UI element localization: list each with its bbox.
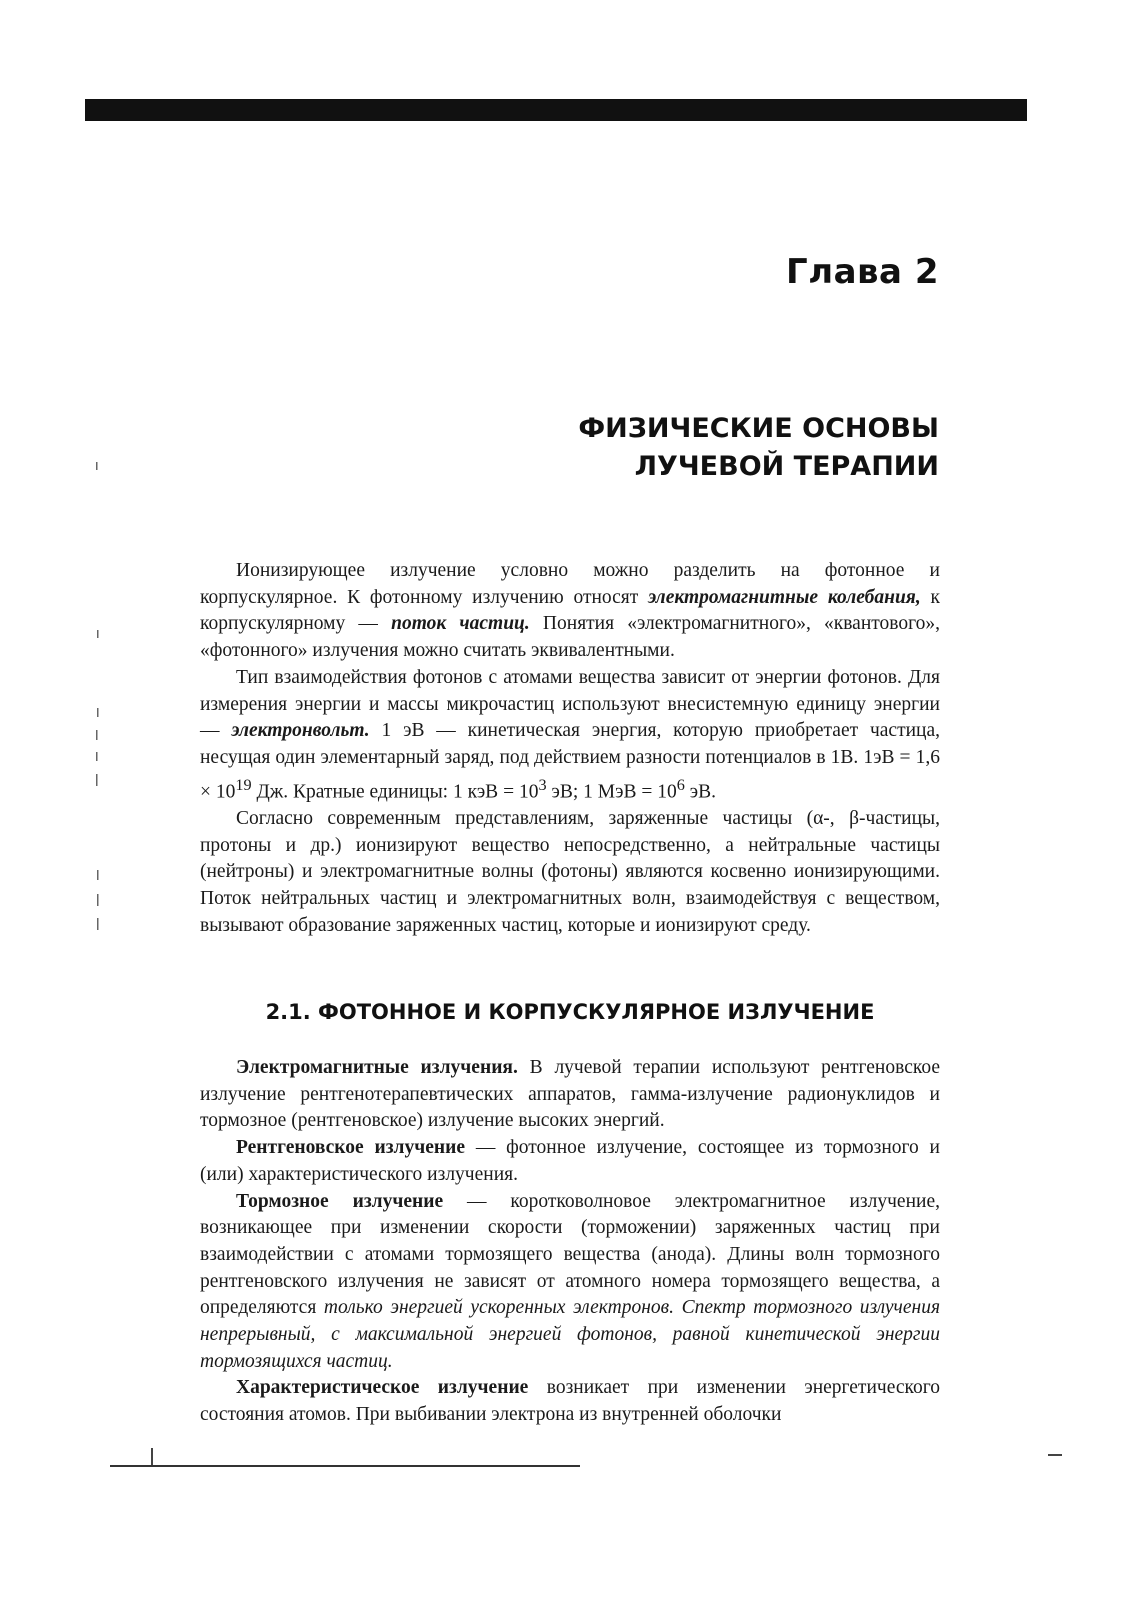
text-run: Дж. Кратные единицы: 1 кэВ = 10 xyxy=(251,781,539,803)
text-run: В лучевой терапии используют рентгеновское излучение рентгенотерапевтических аппаратов, гамма-излучение радионуклидов и тормозное (рентгеновское) излучение высоких энергий. xyxy=(200,1057,940,1132)
paragraph xyxy=(200,1189,940,1376)
chapter-title-line: ФИЗИЧЕСКИЕ ОСНОВЫ xyxy=(578,413,939,444)
text-run: эВ; 1 МэВ = 10 xyxy=(546,781,677,803)
text-run: 1 эВ — кинетическая энергия, которую приобретает частица, несущая один элементарный заряд, под действием разности потенциалов в 1В. 1эВ = 1,6 × 10 xyxy=(200,720,940,803)
superscript: 3 xyxy=(538,775,547,794)
text-run: Понятия «электромагнитного», «квантового», «фотонного» излучения можно считать эквивалентными. xyxy=(200,613,940,662)
edge-mark xyxy=(1048,1454,1062,1456)
emphasis: электронвольт. xyxy=(231,720,370,742)
header-rule xyxy=(85,99,1027,121)
term: Электромагнитные излучения. xyxy=(236,1057,518,1078)
footer-rule xyxy=(110,1465,580,1467)
emphasis: поток частиц. xyxy=(391,613,530,635)
section-text xyxy=(200,1055,940,1429)
paragraph xyxy=(200,1135,940,1188)
chapter-label: Глава 2 xyxy=(786,252,939,292)
text-run: возникает при изменении энергетического состояния атомов. При выбивании электрона из внутренней оболочки xyxy=(200,1377,940,1426)
chapter-title-line: ЛУЧЕВОЙ ТЕРАПИИ xyxy=(634,451,939,482)
paragraph xyxy=(200,558,940,665)
superscript: 6 xyxy=(676,775,685,794)
intro-text xyxy=(200,558,940,939)
text-run: к корпускулярному — xyxy=(200,586,940,635)
paragraph: Согласно современным представлениям, заряженные частицы (α-, β-частицы, протоны и др.) ионизируют вещество непосредственно, а нейтральные частицы (нейтроны) и электромагнитные волны (фотоны) являются косвенно ионизирующими. Поток нейтральных частиц и электромагнитных волн, взаимодействуя с веществом, вызывают образование заряженных частиц, которые и ионизируют среду. xyxy=(200,807,940,936)
text-run: — коротковолновое электромагнитное излучение, возникающее при изменении скорости (торможении) заряженных частиц при взаимодействии с атомами тормозящего вещества (анода). Длины волн тормозного рентгеновского излучения не зависят от атомного номера тормозящего вещества, а определяются xyxy=(200,1190,940,1319)
term: Тормозное излучение xyxy=(236,1190,444,1212)
text-run: эВ. xyxy=(684,781,716,803)
section-heading: 2.1. ФОТОННОЕ И КОРПУСКУЛЯРНОЕ ИЗЛУЧЕНИЕ xyxy=(265,1000,875,1024)
emphasis: электромагнитные колебания, xyxy=(648,586,921,608)
paragraph xyxy=(200,665,940,806)
term: Характеристическое излучение xyxy=(236,1377,529,1399)
text-run: Ионизирующее излучение условно можно разделить на фотонное и корпускулярное. К фотонному излучению относят xyxy=(200,560,940,608)
crop-mark xyxy=(151,1448,153,1465)
chapter-title xyxy=(578,410,939,486)
superscript: 19 xyxy=(235,775,252,794)
paragraph xyxy=(200,1375,940,1428)
term: Рентгеновское излучение xyxy=(236,1137,466,1159)
text-run: — фотонное излучение, состоящее из тормозного и (или) характеристического излучения. xyxy=(200,1137,940,1185)
paragraph xyxy=(200,1055,940,1135)
text-run: Тип взаимодействия фотонов с атомами вещества зависит от энергии фотонов. Для измерения энергии и массы микрочастиц используют внесистемную единицу энергии — xyxy=(200,666,940,742)
margin-scan-marks xyxy=(88,230,108,970)
italic-run: только энергией ускоренных электронов. Спектр тормозного излучения непрерывный, с максимальной энергией фотонов, равной кинетической энергии тормозящихся частиц. xyxy=(200,1297,941,1372)
